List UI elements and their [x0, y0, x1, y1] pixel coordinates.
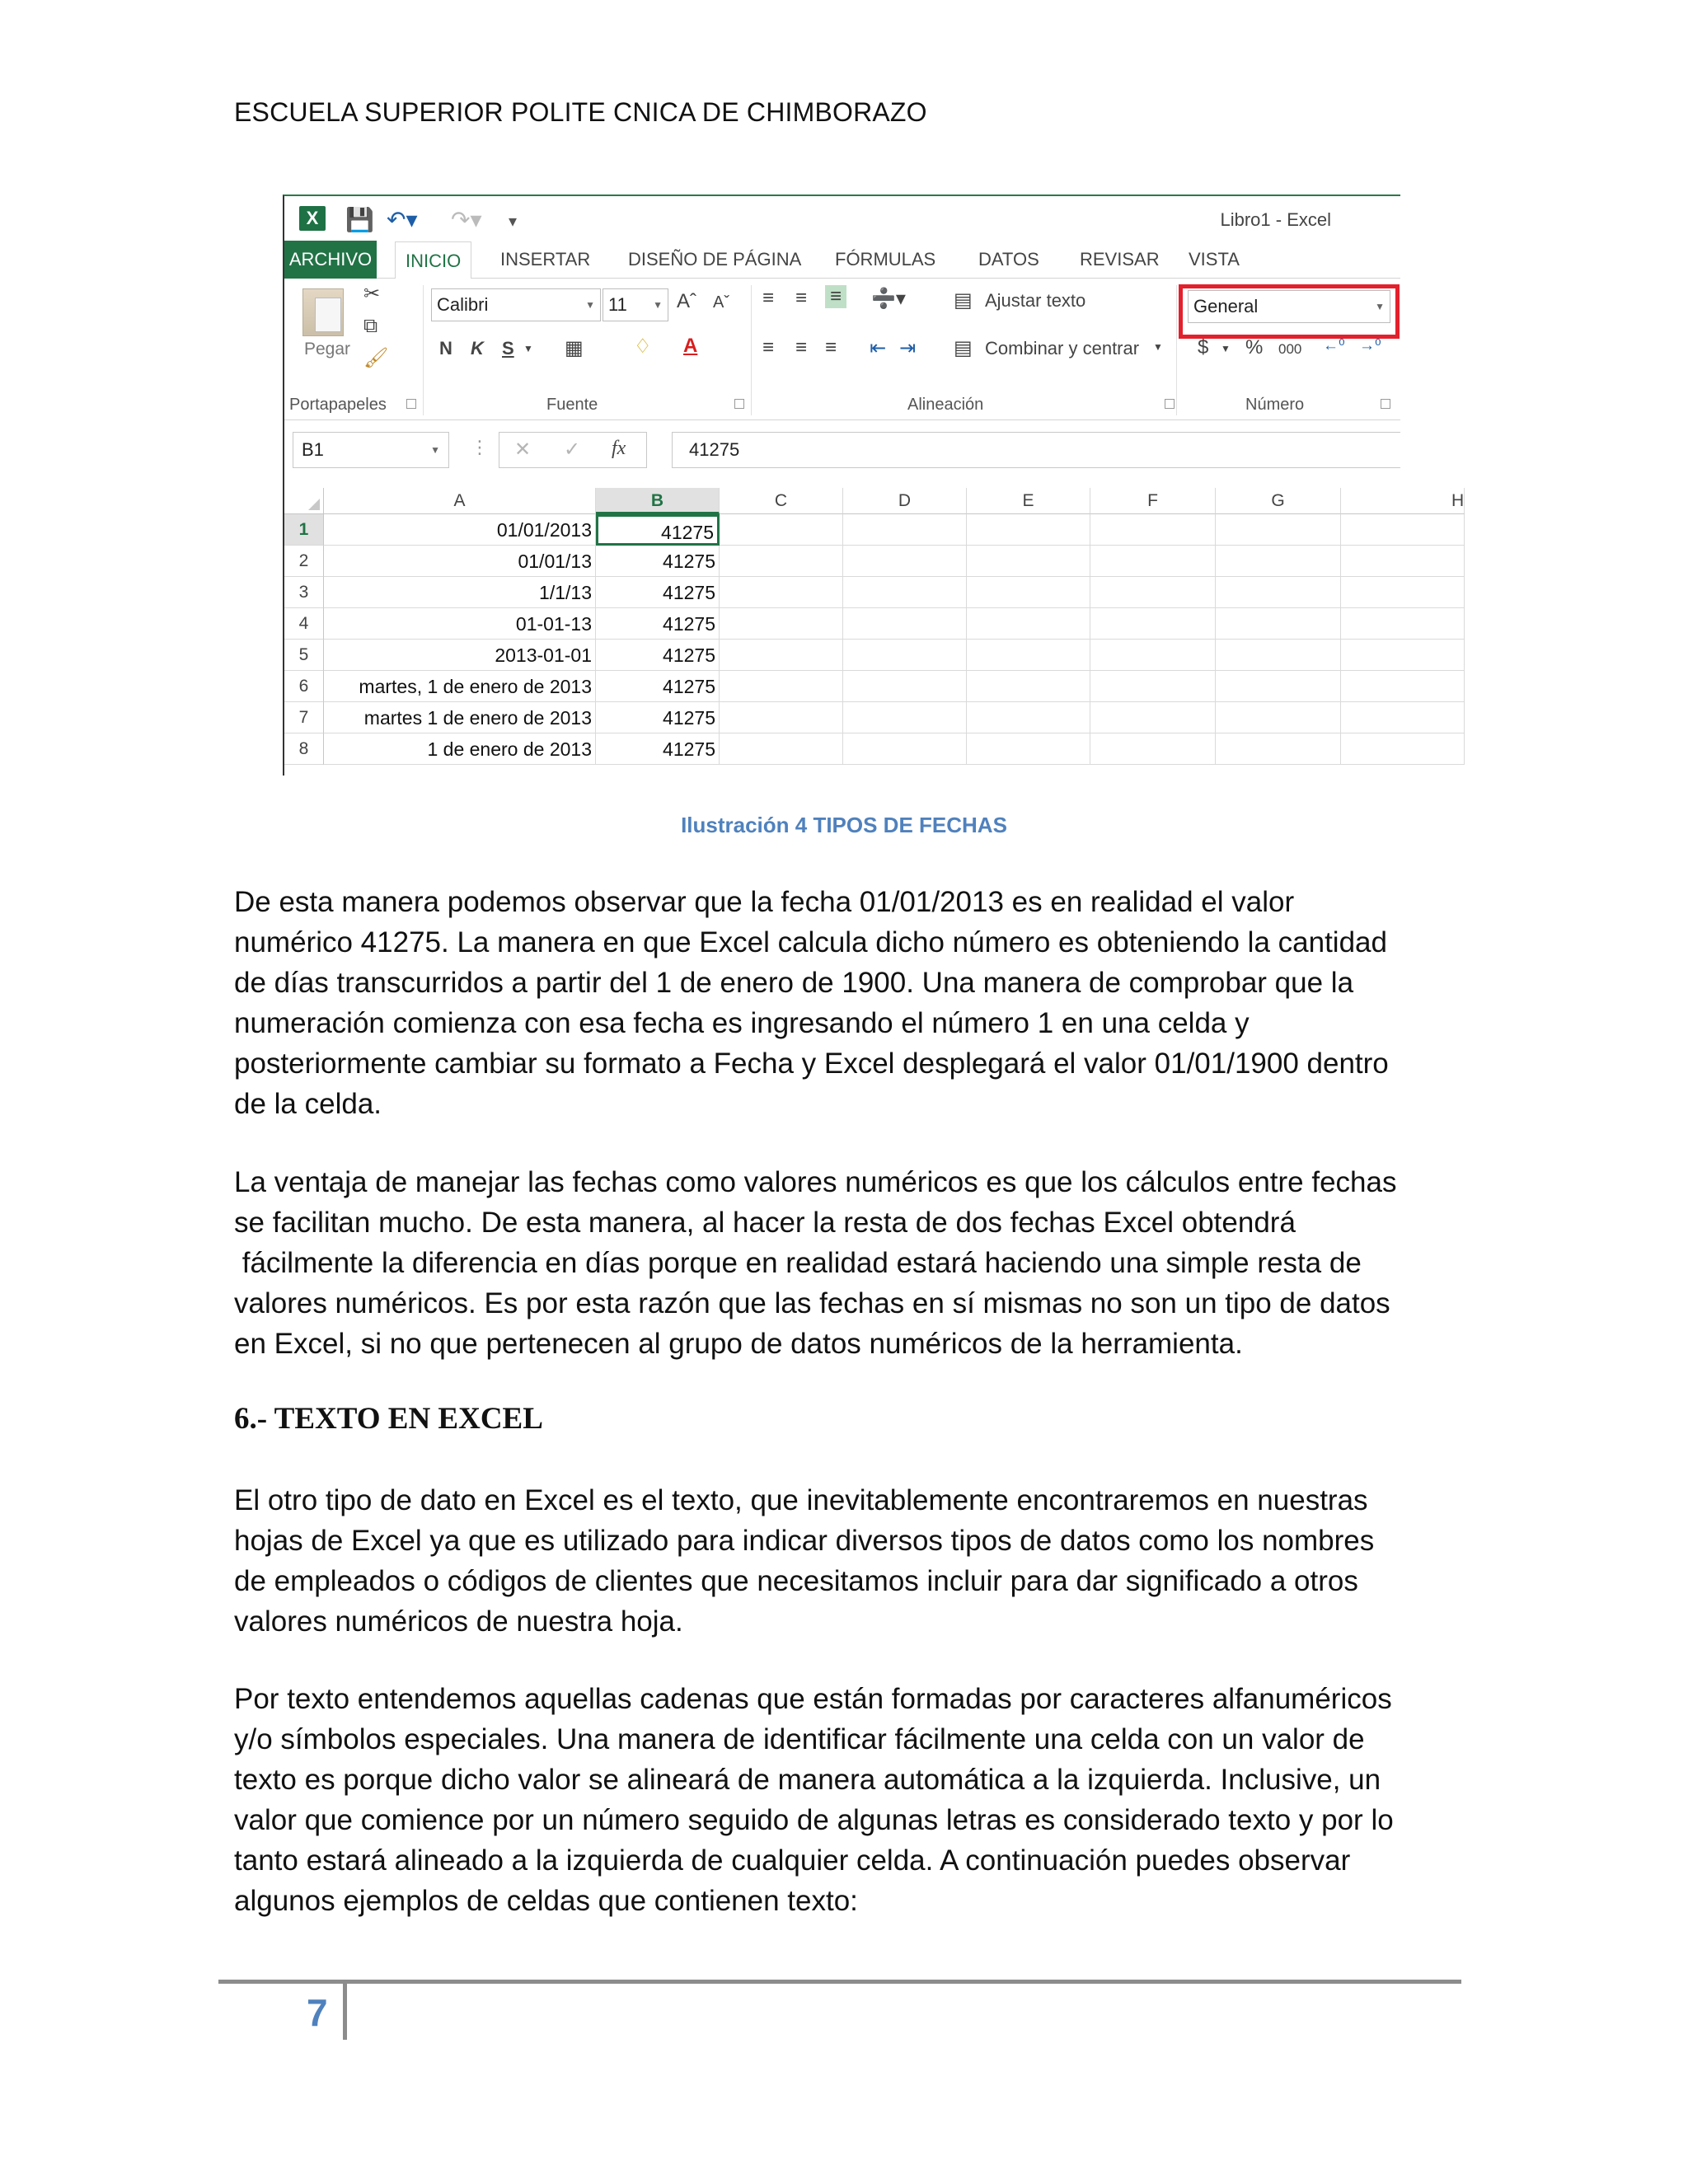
font-size-select[interactable]: 11 ▼	[603, 288, 668, 321]
row-header[interactable]: 2	[284, 546, 324, 577]
column-header-b[interactable]: B	[596, 488, 720, 514]
formula-input[interactable]: 41275	[672, 432, 1400, 468]
cell-empty[interactable]	[1090, 640, 1216, 671]
increase-indent-icon[interactable]: ⇥	[899, 337, 917, 359]
customize-qat-icon[interactable]: ▾	[509, 213, 518, 231]
underline-dropdown-icon[interactable]: ▼	[523, 343, 533, 354]
group-label-portapapeles: Portapapeles	[289, 396, 387, 414]
portapapeles-launcher-icon[interactable]	[406, 399, 416, 409]
cell-empty[interactable]	[1216, 671, 1341, 702]
row-header[interactable]: 7	[284, 702, 324, 733]
redo-icon[interactable]: ↷▾	[451, 207, 482, 232]
text-line: texto es porque dicho valor se alineará de manera automática a la izquierda. Inclusive, un	[234, 1764, 1381, 1796]
paragraph-3	[234, 1480, 1470, 1642]
column-header-a[interactable]: A	[324, 488, 596, 514]
cell-a[interactable]: 2013-01-01	[324, 640, 596, 671]
text-line: valores numéricos. Es por esta razón que las fechas en sí mismas no son un tipo de datos	[234, 1287, 1390, 1319]
window-title: Libro1 - Excel	[1220, 209, 1331, 230]
cell-empty[interactable]	[967, 640, 1090, 671]
align-left-icon[interactable]: ≡	[762, 336, 775, 359]
thousands-button[interactable]: 000	[1278, 341, 1302, 357]
cell-empty[interactable]	[720, 546, 843, 577]
paragraph-1	[234, 882, 1470, 1124]
wrap-text-button[interactable]: Ajustar texto	[985, 290, 1086, 311]
text-line: hojas de Excel ya que es utilizado para indicar diversos tipos de datos como los nombres	[234, 1525, 1375, 1557]
text-line: valor que comience por un número seguido de algunas letras es considerado texto y por lo	[234, 1804, 1394, 1836]
paste-label[interactable]: Pegar	[304, 340, 351, 359]
cell-empty[interactable]	[1216, 640, 1341, 671]
column-header-h[interactable]: H	[1341, 488, 1465, 514]
cell-b[interactable]: 41275	[596, 546, 720, 577]
cancel-icon[interactable]: ✕	[514, 438, 532, 461]
cell-empty[interactable]	[843, 702, 967, 733]
figure-caption: Ilustración 4 TIPOS DE FECHAS	[681, 813, 1007, 837]
text-line: El otro tipo de dato en Excel es el texto, que inevitablemente encontraremos en nuestras	[234, 1484, 1368, 1516]
cell-empty[interactable]	[720, 514, 843, 546]
cell-empty[interactable]	[720, 733, 843, 765]
tab-insertar[interactable]: INSERTAR	[500, 249, 591, 269]
decrease-indent-icon[interactable]: ⇤	[870, 337, 887, 359]
cell-empty[interactable]	[967, 733, 1090, 765]
cell-empty[interactable]	[1341, 514, 1465, 546]
number-format-select[interactable]: General ▼	[1188, 290, 1390, 323]
fuente-launcher-icon[interactable]	[734, 399, 744, 409]
cell-empty[interactable]	[720, 640, 843, 671]
cell-empty[interactable]	[1090, 546, 1216, 577]
align-top-icon[interactable]: ≡	[762, 287, 775, 309]
font-color-icon[interactable]: A	[683, 335, 698, 357]
cell-empty[interactable]	[1341, 702, 1465, 733]
cell-empty[interactable]	[720, 671, 843, 702]
numero-launcher-icon[interactable]	[1381, 399, 1390, 409]
paragraph-4	[234, 1679, 1470, 1921]
text-line: fácilmente la diferencia en días porque en realidad estará haciendo una simple resta de	[234, 1247, 1362, 1279]
text-line: Por texto entendemos aquellas cadenas que están formadas por caracteres alfanuméricos	[234, 1683, 1392, 1715]
row-header[interactable]: 5	[284, 640, 324, 671]
page-number: 7	[307, 1991, 328, 2034]
cell-empty[interactable]	[1090, 671, 1216, 702]
ribbon-tabs	[284, 241, 1400, 279]
cell-a[interactable]: 01/01/13	[324, 546, 596, 577]
text-line: valores numéricos de nuestra hoja.	[234, 1605, 683, 1638]
cell-empty[interactable]	[1090, 577, 1216, 608]
cell-a[interactable]: 1/1/13	[324, 577, 596, 608]
borders-icon[interactable]: ▦	[565, 337, 584, 359]
tab-inicio[interactable]: INICIO	[395, 241, 471, 279]
text-line: posteriormente cambiar su formato a Fecha y Excel desplegará el valor 01/01/1900 dentro	[234, 1047, 1389, 1080]
cell-empty[interactable]	[967, 702, 1090, 733]
cell-empty[interactable]	[1341, 671, 1465, 702]
font-name-select[interactable]: Calibri ▼	[431, 288, 601, 321]
row-header[interactable]: 8	[284, 733, 324, 765]
cell-empty[interactable]	[843, 640, 967, 671]
row-header[interactable]: 6	[284, 671, 324, 702]
column-header-f[interactable]: F	[1090, 488, 1216, 514]
text-line: algunos ejemplos de celdas que contienen texto:	[234, 1885, 858, 1917]
format-painter-icon[interactable]: 🖌	[363, 347, 389, 369]
tab-vista[interactable]: VISTA	[1189, 249, 1240, 269]
excel-logo-icon: X	[299, 206, 326, 231]
cell-empty[interactable]	[1090, 514, 1216, 546]
cell-empty[interactable]	[720, 702, 843, 733]
fill-color-icon[interactable]: ♢	[634, 335, 652, 358]
currency-dropdown-icon[interactable]: ▼	[1221, 343, 1231, 354]
alineacion-launcher-icon[interactable]	[1165, 399, 1175, 409]
increase-font-icon[interactable]: Aˆ	[677, 290, 696, 312]
cell-b[interactable]: 41275	[596, 514, 720, 546]
text-line: se facilitan mucho. De esta manera, al hacer la resta de dos fechas Excel obtendrá	[234, 1207, 1296, 1239]
excel-screenshot	[283, 194, 1465, 776]
cell-empty[interactable]	[1341, 608, 1465, 640]
decrease-font-icon[interactable]: Aˇ	[713, 293, 729, 312]
cell-b[interactable]: 41275	[596, 640, 720, 671]
row-header[interactable]: 4	[284, 608, 324, 640]
cut-icon[interactable]: ✂	[363, 283, 381, 305]
wrap-text-icon[interactable]: ▤	[954, 289, 973, 312]
row-header[interactable]: 3	[284, 577, 324, 608]
cell-empty[interactable]	[967, 608, 1090, 640]
text-line: numérico 41275. La manera en que Excel calcula dicho número es obteniendo la cantidad	[234, 926, 1387, 958]
cell-empty[interactable]	[843, 577, 967, 608]
align-middle-icon[interactable]: ≡	[795, 287, 808, 309]
cell-empty[interactable]	[967, 514, 1090, 546]
undo-icon[interactable]: ↶▾	[387, 207, 418, 232]
column-header-c[interactable]: C	[720, 488, 843, 514]
align-right-icon[interactable]: ≡	[825, 336, 837, 359]
footer-divider	[343, 1982, 347, 2040]
text-line: de la celda.	[234, 1088, 382, 1120]
align-center-icon[interactable]: ≡	[795, 336, 808, 359]
copy-icon[interactable]: ⧉	[363, 315, 378, 337]
cell-empty[interactable]	[720, 608, 843, 640]
tab-diseno-pagina[interactable]: DISEÑO DE PÁGINA	[628, 249, 802, 269]
merge-center-icon[interactable]: ▤	[954, 337, 973, 359]
name-box[interactable]: B1 ▼	[293, 432, 449, 468]
cell-empty[interactable]	[843, 733, 967, 765]
tab-archivo[interactable]: ARCHIVO	[284, 241, 377, 279]
cell-empty[interactable]	[843, 671, 967, 702]
group-label-alineacion: Alineación	[907, 396, 984, 414]
cell-empty[interactable]	[1216, 702, 1341, 733]
cell-a[interactable]: 1 de enero de 2013	[324, 733, 596, 765]
text-line: La ventaja de manejar las fechas como valores numéricos es que los cálculos entre fechas	[234, 1166, 1397, 1198]
cell-empty[interactable]	[843, 546, 967, 577]
cell-empty[interactable]	[1216, 546, 1341, 577]
currency-button[interactable]: $	[1198, 336, 1209, 359]
cell-empty[interactable]	[967, 546, 1090, 577]
enter-icon[interactable]: ✓	[564, 438, 581, 461]
text-line: numeración comienza con esa fecha es ingresando el número 1 en una celda y	[234, 1007, 1250, 1039]
text-line: tanto estará alineado a la izquierda de cualquier celda. A continuación puedes observar	[234, 1844, 1351, 1877]
bold-button[interactable]: N	[439, 338, 452, 359]
cell-empty[interactable]	[1090, 733, 1216, 765]
cell-empty[interactable]	[1216, 608, 1341, 640]
tab-datos[interactable]: DATOS	[978, 249, 1039, 269]
formula-buttons	[499, 432, 647, 468]
align-bottom-icon[interactable]: ≡	[825, 285, 846, 308]
tab-formulas[interactable]: FÓRMULAS	[835, 249, 936, 269]
cell-empty[interactable]	[720, 577, 843, 608]
cell-b[interactable]: 41275	[596, 577, 720, 608]
cell-empty[interactable]	[1341, 640, 1465, 671]
cell-empty[interactable]	[843, 514, 967, 546]
cell-a[interactable]: 01/01/2013	[324, 514, 596, 546]
section-heading: 6.- TEXTO EN EXCEL	[234, 1402, 543, 1436]
cell-b[interactable]: 41275	[596, 671, 720, 702]
formula-bar	[284, 427, 1400, 473]
cell-b[interactable]: 41275	[596, 733, 720, 765]
text-line: de días transcurridos a partir del 1 de enero de 1900. Una manera de comprobar que la	[234, 967, 1354, 999]
cell-empty[interactable]	[967, 671, 1090, 702]
page-header: ESCUELA SUPERIOR POLITE CNICA DE CHIMBORAZO	[234, 97, 927, 127]
italic-button[interactable]: K	[471, 338, 484, 359]
quick-access-toolbar	[284, 196, 1400, 242]
text-line: de empleados o códigos de clientes que necesitamos incluir para dar significado a otros	[234, 1565, 1358, 1597]
column-header-d[interactable]: D	[843, 488, 967, 514]
cell-empty[interactable]	[843, 608, 967, 640]
column-header-e[interactable]: E	[967, 488, 1090, 514]
orientation-icon[interactable]: ➗▾	[871, 288, 906, 310]
merge-dropdown-icon[interactable]: ▼	[1153, 341, 1163, 353]
cell-empty[interactable]	[1090, 702, 1216, 733]
merge-center-button[interactable]: Combinar y centrar	[985, 338, 1140, 359]
cell-empty[interactable]	[1216, 733, 1341, 765]
cell-a[interactable]: martes, 1 de enero de 2013	[324, 671, 596, 702]
cell-a[interactable]: martes 1 de enero de 2013	[324, 702, 596, 733]
group-label-numero: Número	[1245, 396, 1305, 414]
column-header-g[interactable]: G	[1216, 488, 1341, 514]
cell-empty[interactable]	[1341, 546, 1465, 577]
text-line: en Excel, si no que pertenecen al grupo de datos numéricos de la herramienta.	[234, 1328, 1243, 1360]
cell-empty[interactable]	[967, 577, 1090, 608]
group-label-fuente: Fuente	[546, 396, 598, 414]
text-line: y/o símbolos especiales. Una manera de identificar fácilmente una celda con un valor de	[234, 1723, 1365, 1755]
formula-bar-grip-icon: ⋮	[471, 437, 489, 457]
cell-empty[interactable]	[1341, 733, 1465, 765]
percent-button[interactable]: %	[1245, 336, 1264, 359]
cell-empty[interactable]	[1216, 577, 1341, 608]
increase-decimal-icon[interactable]: ←⁰	[1323, 337, 1345, 354]
underline-button[interactable]: S	[502, 338, 514, 359]
number-format-highlight	[1179, 284, 1400, 339]
tab-revisar[interactable]: REVISAR	[1080, 249, 1160, 269]
cell-a[interactable]: 01-01-13	[324, 608, 596, 640]
cell-empty[interactable]	[1090, 608, 1216, 640]
row-header[interactable]: 1	[284, 514, 324, 546]
cell-empty[interactable]	[1341, 577, 1465, 608]
text-line: De esta manera podemos observar que la fecha 01/01/2013 es en realidad el valor	[234, 886, 1295, 918]
paste-icon[interactable]	[302, 288, 344, 336]
cell-empty[interactable]	[1216, 514, 1341, 546]
footer-rule	[218, 1980, 1461, 1984]
cell-b[interactable]: 41275	[596, 702, 720, 733]
decrease-decimal-icon[interactable]: →⁰	[1359, 337, 1381, 354]
cell-b[interactable]: 41275	[596, 608, 720, 640]
insert-function-button[interactable]: fx	[612, 438, 626, 459]
paragraph-2	[234, 1162, 1470, 1364]
select-all-corner[interactable]	[284, 488, 324, 514]
save-icon[interactable]: 💾	[345, 207, 374, 232]
